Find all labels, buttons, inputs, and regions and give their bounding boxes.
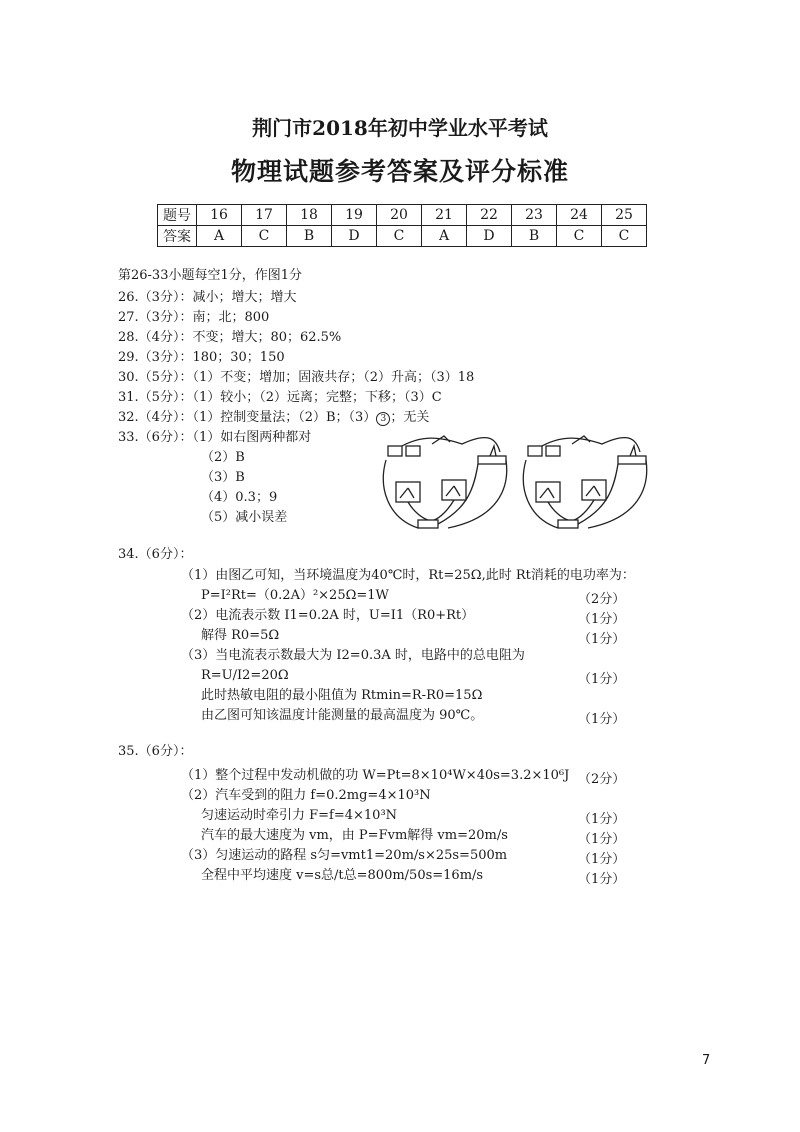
circuit-diagram-right — [523, 436, 646, 528]
answer-key-title: 物理试题参考答案及评分标准 — [230, 157, 569, 186]
table-cell: 25 — [602, 205, 647, 226]
table-cell: 24 — [557, 205, 602, 226]
score-mark: （1分） — [578, 712, 626, 727]
answer-line-q32 — [118, 410, 429, 426]
q34-line-2: P=I²Rt=（0.2A）²×25Ω=1W — [201, 588, 389, 603]
score-mark: （1分） — [578, 812, 626, 827]
page-number: 7 — [702, 1053, 711, 1068]
row-label: 答案 — [158, 226, 197, 247]
q34-line-1: （1）由图乙可知，当环境温度为40℃时，Rt=25Ω,此时 Rt消耗的电功率为： — [181, 568, 635, 583]
choice-answer-table — [157, 204, 647, 247]
q35-line-3: 匀速运动时牵引力 F=f=4×10³N — [201, 808, 398, 823]
table-cell: C — [242, 226, 287, 247]
answer-line-q34: 34.（6分）： — [118, 547, 193, 562]
table-cell: 22 — [467, 205, 512, 226]
answer-line-q29: 29.（3分）：180；30；150 — [118, 350, 285, 365]
table-cell: 20 — [377, 205, 422, 226]
table-cell: 23 — [512, 205, 557, 226]
table-cell: B — [287, 226, 332, 247]
circuit-diagrams-figure — [378, 428, 656, 538]
score-mark: （1分） — [578, 632, 626, 647]
score-mark: （1分） — [578, 832, 626, 847]
q32-text-b: ；无关 — [390, 410, 430, 425]
circuit-diagram-left — [383, 436, 506, 528]
q34-line-4: 解得 R0=5Ω — [201, 628, 280, 643]
q35-line-2: （2）汽车受到的阻力 f=0.2mg=4×10³N — [181, 788, 431, 803]
q33-part-2: （2）B — [201, 450, 245, 465]
answer-line-q27: 27.（3分）：南；北；800 — [118, 310, 270, 325]
q33-part-5: （5）减小误差 — [201, 510, 288, 525]
table-cell: 21 — [422, 205, 467, 226]
circled-number: 3 — [376, 412, 390, 426]
answer-line-q35: 35.（6分）： — [118, 744, 193, 759]
q35-line-5: （3）匀速运动的路程 s匀=vmt1=20m/s×25s=500m — [181, 848, 508, 863]
table-cell: A — [422, 226, 467, 247]
q33-part-4: （4）0.3；9 — [201, 490, 278, 505]
table-cell: C — [557, 226, 602, 247]
score-mark: （1分） — [578, 852, 626, 867]
score-mark: （2分） — [578, 772, 626, 787]
score-mark: （1分） — [578, 672, 626, 687]
answer-line-q28: 28.（4分）：不变；增大；80；62.5% — [118, 330, 342, 345]
table-cell: 16 — [197, 205, 242, 226]
table-cell: 17 — [242, 205, 287, 226]
q34-line-6: R=U/I2=20Ω — [201, 668, 289, 683]
score-mark: （1分） — [578, 612, 626, 627]
table-cell: D — [332, 226, 377, 247]
answer-line-q26: 26.（3分）：减小；增大；增大 — [118, 290, 297, 305]
table-cell: C — [602, 226, 647, 247]
table-cell: C — [377, 226, 422, 247]
q35-line-1: （1）整个过程中发动机做的功 W=Pt=8×10⁴W×40s=3.2×10⁶J — [181, 768, 570, 783]
q32-text-a: 32.（4分）：（1）控制变量法；（2）B；（3） — [118, 410, 377, 425]
q35-line-4: 汽车的最大速度为 vm，由 P=Fvm解得 vm=20m/s — [201, 828, 508, 843]
q35-line-6: 全程中平均速度 v=s总/t总=800m/50s=16m/s — [201, 868, 484, 883]
exam-title: 荆门市2018年初中学业水平考试 — [252, 116, 548, 140]
q34-line-3: （2）电流表示数 I1=0.2A 时，U=I1（R0+Rt） — [181, 608, 475, 623]
q34-line-5: （3）当电流表示数最大为 I2=0.3A 时，电路中的总电阻为 — [181, 648, 525, 663]
table-cell: 19 — [332, 205, 377, 226]
table-cell: B — [512, 226, 557, 247]
answer-line-q30: 30.（5分）：（1）不变；增加；固液共存；（2）升高；（3）18 — [118, 370, 475, 385]
table-cell: A — [197, 226, 242, 247]
q34-line-7: 此时热敏电阻的最小阻值为 Rtmin=R-R0=15Ω — [201, 688, 483, 703]
table-cell: D — [467, 226, 512, 247]
answer-line-q33: 33.（6分）：（1）如右图两种都对 — [118, 430, 312, 445]
q34-line-8: 由乙图可知该温度计能测量的最高温度为 90℃。 — [201, 708, 484, 723]
table-cell: 18 — [287, 205, 332, 226]
scoring-note: 第26-33小题每空1分，作图1分 — [118, 268, 303, 283]
question-number-row — [158, 205, 647, 226]
q33-part-3: （3）B — [201, 470, 245, 485]
score-mark: （2分） — [578, 592, 626, 607]
row-label: 题号 — [158, 205, 197, 226]
score-mark: （1分） — [578, 872, 626, 887]
answer-row — [158, 226, 647, 247]
answer-line-q31: 31.（5分）：（1）较小；（2）远离；完整；下移；（3）C — [118, 390, 442, 405]
